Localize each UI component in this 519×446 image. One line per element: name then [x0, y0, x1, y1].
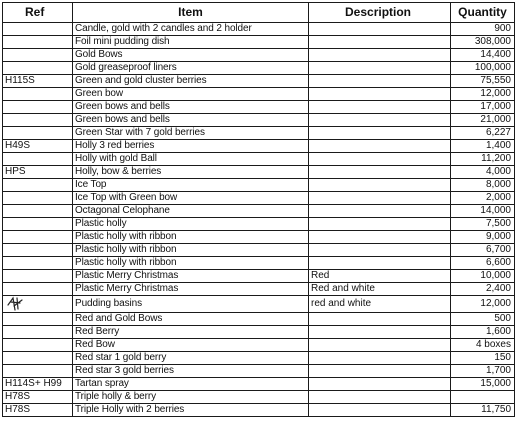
cell-quantity: 15,000	[451, 378, 515, 391]
cell-description: red and white	[309, 296, 451, 313]
cell-description	[309, 192, 451, 205]
cell-description	[309, 88, 451, 101]
cell-quantity: 900	[451, 23, 515, 36]
cell-quantity: 12,000	[451, 296, 515, 313]
cell-quantity: 14,000	[451, 205, 515, 218]
cell-quantity: 1,600	[451, 326, 515, 339]
cell-description	[309, 140, 451, 153]
cell-ref	[3, 339, 73, 352]
cell-description	[309, 127, 451, 140]
inventory-sheet	[2, 2, 514, 442]
cell-quantity: 11,200	[451, 153, 515, 166]
cell-quantity: 7,500	[451, 218, 515, 231]
cell-ref	[3, 23, 73, 36]
cell-item: Octagonal Celophane	[73, 205, 309, 218]
cell-description	[309, 36, 451, 49]
cell-item: Ice Top with Green bow	[73, 192, 309, 205]
column-header-description: Description	[309, 3, 451, 23]
cell-ref: H115S	[3, 75, 73, 88]
cell-ref: H114S+ H99	[3, 378, 73, 391]
cell-description	[309, 205, 451, 218]
table-row	[3, 352, 515, 365]
cell-ref	[3, 231, 73, 244]
cell-description	[309, 404, 451, 417]
hand-drawn-check-icon	[5, 296, 27, 312]
cell-item: Plastic Merry Christmas	[73, 283, 309, 296]
table-row	[3, 166, 515, 179]
cell-item: Gold Bows	[73, 49, 309, 62]
cell-description	[309, 62, 451, 75]
table-row	[3, 218, 515, 231]
cell-ref	[3, 270, 73, 283]
cell-item: Tartan spray	[73, 378, 309, 391]
cell-description	[309, 339, 451, 352]
cell-ref	[3, 49, 73, 62]
cell-description	[309, 365, 451, 378]
cell-quantity: 75,550	[451, 75, 515, 88]
cell-quantity: 14,400	[451, 49, 515, 62]
cell-quantity: 4 boxes	[451, 339, 515, 352]
table-row	[3, 153, 515, 166]
cell-ref: H49S	[3, 140, 73, 153]
cell-ref	[3, 257, 73, 270]
cell-description	[309, 153, 451, 166]
table-row	[3, 75, 515, 88]
cell-quantity: 6,700	[451, 244, 515, 257]
table-body	[3, 23, 515, 417]
cell-item: Red star 1 gold berry	[73, 352, 309, 365]
cell-item: Foil mini pudding dish	[73, 36, 309, 49]
table-row	[3, 313, 515, 326]
cell-item: Green and gold cluster berries	[73, 75, 309, 88]
cell-item: Plastic holly with ribbon	[73, 231, 309, 244]
cell-ref	[3, 101, 73, 114]
table-row	[3, 114, 515, 127]
table-row	[3, 101, 515, 114]
table-row	[3, 192, 515, 205]
cell-description	[309, 313, 451, 326]
cell-item: Candle, gold with 2 candles and 2 holder	[73, 23, 309, 36]
cell-item: Green bows and bells	[73, 101, 309, 114]
cell-description	[309, 23, 451, 36]
cell-description	[309, 101, 451, 114]
cell-quantity: 12,000	[451, 88, 515, 101]
cell-quantity: 9,000	[451, 231, 515, 244]
cell-quantity: 21,000	[451, 114, 515, 127]
cell-ref: HPS	[3, 166, 73, 179]
cell-quantity: 4,000	[451, 166, 515, 179]
table-row	[3, 270, 515, 283]
table-row	[3, 404, 515, 417]
cell-ref	[3, 244, 73, 257]
cell-quantity	[451, 391, 515, 404]
table-row	[3, 36, 515, 49]
cell-quantity: 2,000	[451, 192, 515, 205]
cell-quantity: 500	[451, 313, 515, 326]
cell-ref	[3, 114, 73, 127]
header-row	[3, 3, 515, 23]
cell-item: Holly 3 red berries	[73, 140, 309, 153]
cell-item: Holly with gold Ball	[73, 153, 309, 166]
table-row	[3, 283, 515, 296]
column-header-ref: Ref	[3, 3, 73, 23]
cell-ref	[3, 352, 73, 365]
table-row	[3, 244, 515, 257]
table-row	[3, 326, 515, 339]
cell-ref	[3, 326, 73, 339]
table-row	[3, 140, 515, 153]
table-row	[3, 296, 515, 313]
column-header-quantity: Quantity	[451, 3, 515, 23]
cell-description	[309, 114, 451, 127]
cell-description: Red and white	[309, 283, 451, 296]
cell-ref	[3, 205, 73, 218]
cell-ref	[3, 179, 73, 192]
cell-description	[309, 218, 451, 231]
column-header-item: Item	[73, 3, 309, 23]
cell-quantity: 100,000	[451, 62, 515, 75]
table-row	[3, 127, 515, 140]
cell-description	[309, 49, 451, 62]
cell-description	[309, 378, 451, 391]
cell-item: Plastic holly	[73, 218, 309, 231]
cell-item: Red Bow	[73, 339, 309, 352]
cell-quantity: 1,700	[451, 365, 515, 378]
cell-item: Plastic holly with ribbon	[73, 257, 309, 270]
cell-quantity: 6,227	[451, 127, 515, 140]
cell-item: Ice Top	[73, 179, 309, 192]
table-row	[3, 231, 515, 244]
table-row	[3, 391, 515, 404]
table-row	[3, 179, 515, 192]
table-row	[3, 365, 515, 378]
cell-item: Green Star with 7 gold berries	[73, 127, 309, 140]
cell-quantity: 1,400	[451, 140, 515, 153]
cell-quantity: 308,000	[451, 36, 515, 49]
table-row	[3, 257, 515, 270]
cell-item: Red and Gold Bows	[73, 313, 309, 326]
cell-description	[309, 326, 451, 339]
cell-item: Red star 3 gold berries	[73, 365, 309, 378]
cell-item: Gold greaseproof liners	[73, 62, 309, 75]
cell-ref	[3, 365, 73, 378]
cell-item: Plastic holly with ribbon	[73, 244, 309, 257]
cell-item: Green bows and bells	[73, 114, 309, 127]
cell-description	[309, 179, 451, 192]
cell-quantity: 6,600	[451, 257, 515, 270]
inventory-table	[2, 2, 515, 417]
cell-item: Pudding basins	[73, 296, 309, 313]
cell-quantity: 2,400	[451, 283, 515, 296]
table-row	[3, 339, 515, 352]
cell-quantity: 10,000	[451, 270, 515, 283]
cell-ref	[3, 313, 73, 326]
cell-quantity: 8,000	[451, 179, 515, 192]
cell-ref	[3, 296, 73, 313]
cell-quantity: 11,750	[451, 404, 515, 417]
cell-quantity: 150	[451, 352, 515, 365]
table-row	[3, 205, 515, 218]
cell-description	[309, 244, 451, 257]
cell-item: Holly, bow & berries	[73, 166, 309, 179]
cell-ref	[3, 62, 73, 75]
cell-description	[309, 391, 451, 404]
table-row	[3, 23, 515, 36]
cell-ref	[3, 88, 73, 101]
cell-ref: H78S	[3, 391, 73, 404]
cell-item: Triple Holly with 2 berries	[73, 404, 309, 417]
cell-item: Green bow	[73, 88, 309, 101]
table-row	[3, 49, 515, 62]
cell-ref: H78S	[3, 404, 73, 417]
cell-description	[309, 231, 451, 244]
cell-ref	[3, 218, 73, 231]
cell-ref	[3, 153, 73, 166]
cell-ref	[3, 283, 73, 296]
table-row	[3, 62, 515, 75]
cell-item: Triple holly & berry	[73, 391, 309, 404]
cell-description: Red	[309, 270, 451, 283]
cell-item: Plastic Merry Christmas	[73, 270, 309, 283]
cell-description	[309, 352, 451, 365]
cell-ref	[3, 192, 73, 205]
cell-description	[309, 166, 451, 179]
cell-description	[309, 75, 451, 88]
cell-item: Red Berry	[73, 326, 309, 339]
table-row	[3, 378, 515, 391]
cell-ref	[3, 36, 73, 49]
cell-description	[309, 257, 451, 270]
table-row	[3, 88, 515, 101]
cell-quantity: 17,000	[451, 101, 515, 114]
cell-ref	[3, 127, 73, 140]
